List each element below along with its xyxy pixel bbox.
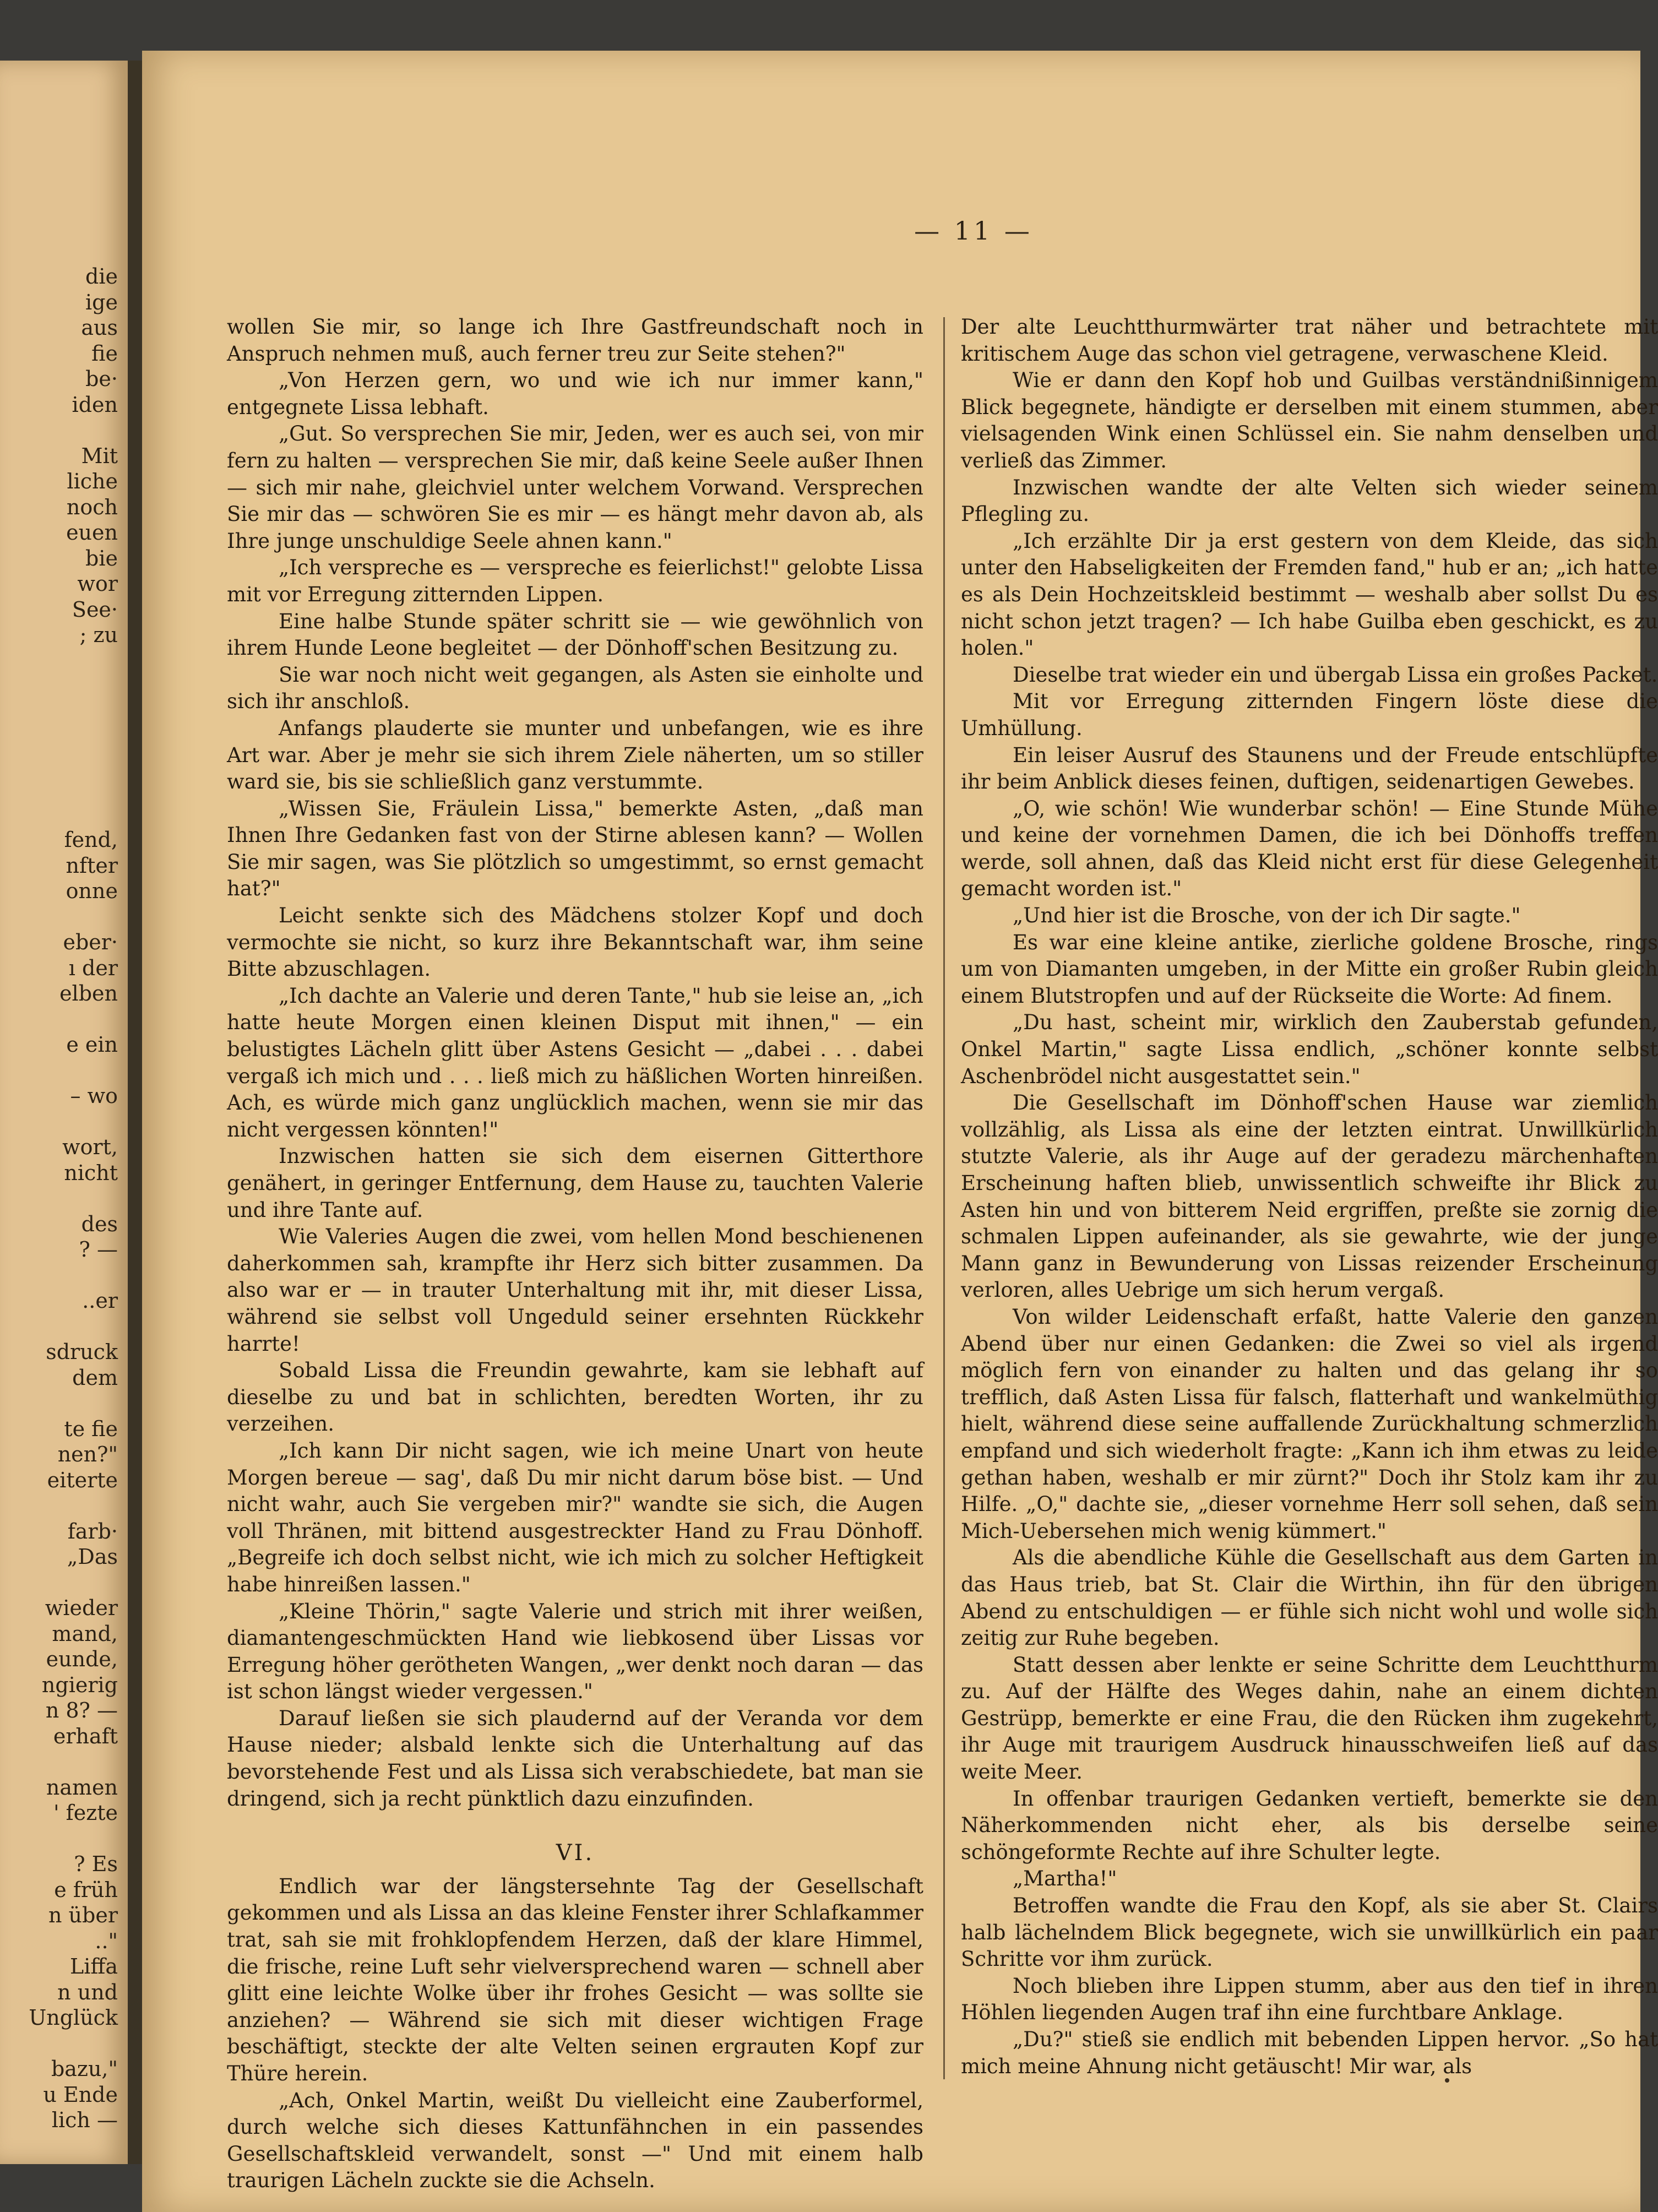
left-page-fragment: n und [57,1980,118,2004]
book-gutter [128,61,142,2164]
left-page-fragment: iden [72,392,118,417]
paragraph: Statt dessen aber lenkte er seine Schritte dem Leuchtthurm zu. Auf der Hälfte des Weges dahin, nahe an einem dichten Gestrüpp, bemerkte er eine Frau, die den Rücken ihm zugekehrt, ihr Auge mit traurigem Ausdruck hinausschweifen ließ auf das weite Meer. [961,1653,1658,1784]
left-page-fragment: e früh [54,1877,118,1902]
paragraph: „Von Herzen gern, wo und wie ich nur immer kann," entgegnete Lissa lebhaft. [227,368,923,419]
left-page-fragment: te fie [64,1416,118,1441]
left-page-fragment: n 8? — [45,1698,118,1722]
left-page-fragment: euen [66,520,118,545]
paragraph: Darauf ließen sie sich plaudernd auf der Veranda vor dem Hause nieder; alsbald lenkte sich die Unterhaltung auf das bevorstehende Fest und als Lissa sich verabschiedete, bat man sie dringend, sich ja recht pünktlich dazu einzufinden. [227,1706,923,1811]
left-page-fragment: eiterte [47,1468,118,1492]
left-page-fragment: fend, [64,828,118,852]
left-page-fragment: aus [81,316,118,340]
paragraph: „Du hast, scheint mir, wirklich den Zauberstab gefunden, Onkel Martin," sagte Lissa endlich, „schöner konnte selbst Aschenbrödel nicht ausgestattet sein." [961,1010,1658,1088]
left-page-fragment: noch [66,494,118,519]
left-page-fragment: ı der [68,955,118,980]
paragraph: „Ich erzählte Dir ja erst gestern von dem Kleide, das sich unter den Habseligkeiten der Fremden fand," hub er an; „ich hatte es als Dein Hochzeitskleid bestimmt — weshalb aber sollst Du es nicht schon jetzt tragen? — Ich habe Guilba eben geschickt, es zu holen." [961,529,1658,660]
left-page-fragment: – wo [70,1084,118,1108]
left-page-fragment: fie [91,341,118,366]
paragraph: Leicht senkte sich des Mädchens stolzer Kopf und doch vermochte sie nicht, so kurz ihre Bekanntschaft war, ihm seine Bitte abzuschlagen. [227,904,923,981]
left-page-fragment: die [85,264,118,289]
left-page-fragment: ige [85,290,118,314]
paragraph: Es war eine kleine antike, zierliche goldene Brosche, rings um von Diamanten umgeben, in der Mitte ein großer Rubin gleich einem Blutstropfen und auf der Rückseite die Worte: Ad finem. [961,930,1658,1008]
paragraph: „Ich verspreche es — verspreche es feierlichst!" gelobte Lissa mit vor Erregung zitternden Lippen. [227,556,923,606]
left-page-fragment: mand, [52,1621,118,1646]
left-page-fragment: dem [72,1365,118,1390]
left-page-fragment: u Ende [43,2082,118,2107]
paragraph: Wie Valeries Augen die zwei, vom hellen Mond beschienenen daherkommen sah, krampfte ihr Herz sich bitter zusammen. Da also war er — in trauter Unterhaltung mit ihr, mit dieser Lissa, während sie selbst voll Ungeduld seiner ersehnten Rückkehr harrte! [227,1225,923,1356]
paragraph: wollen Sie mir, so lange ich Ihre Gastfreundschaft noch in Anspruch nehmen muß, auch ferner treu zur Seite stehen?" [227,315,923,366]
left-page-fragment: Unglück [29,2006,118,2030]
paragraph: Die Gesellschaft im Dönhoff'schen Hause war ziemlich vollzählig, als Lissa als eine der letzten eintrat. Unwillkürlich stutzte Valerie, als ihr Auge auf der geradezu märchenhaften Erscheinung haften blieb, unwissentlich schweifte ihr Blick zu Asten hin und von bitterem Neid ergriffen, preßte sie zornig die schmalen Lippen aufeinander, als sie gewahrte, wie der junge Mann ganz in Bewunderung von Lissas reizender Erscheinung verloren, alles Uebrige um sich herum vergaß. [961,1091,1658,1302]
left-page-fragment: erhaft [53,1724,118,1748]
paragraph: Inzwischen hatten sie sich dem eisernen Gitterthore genähert, in geringer Entfernung, dem Hause zu, tauchten Valerie und ihre Tante auf. [227,1144,923,1222]
paragraph: Endlich war der längstersehnte Tag der Gesellschaft gekommen und als Lissa an das kleine Fenster ihrer Schlafkammer trat, sah sie mit frohklopfendem Herzen, daß der klare Himmel, die frische, reine Luft sehr vielversprechend waren — schnell aber glitt eine leichte Wolke über ihr frohes Gesicht — was sollte sie anziehen? — Während sie sich mit dieser wichtigen Frage beschäftigt, steckte der alte Velten seinen ergrauten Kopf zur Thüre herein. [227,1874,923,2085]
text-column-left [227,314,923,2193]
left-page-fragment: onne [66,879,118,903]
paragraph: „Wissen Sie, Fräulein Lissa," bemerkte Asten, „daß man Ihnen Ihre Gedanken fast von der Stirne ablesen kann? — Wollen Sie mir sagen, was Sie plötzlich so umgestimmt, so ernst gemacht hat?" [227,796,923,901]
left-page-fragment: ? Es [74,1852,118,1876]
left-page-fragment: ' fezte [53,1801,118,1825]
paragraph: Als die abendliche Kühle die Gesellschaft aus dem Garten in das Haus trieb, bat St. Clair die Wirthin, ihn für den übrigen Abend zu entschuldigen — er fühle sich nicht wohl und wolle sich zeitig zur Ruhe begeben. [961,1546,1658,1650]
paragraph: Von wilder Leidenschaft erfaßt, hatte Valerie den ganzen Abend über nur einen Gedanken: die Zwei so viel als irgend möglich fern von einander zu halten und das gelang ihr so trefflich, daß Asten Lissa für falsch, flatterhaft und wankelmüthig hielt, während diese seine auffallende Zurückhaltung schmerzlich empfand und sich wiederholt fragte: „Kann ich ihm etwas zu leide gethan haben, weshalb er mir zürnt?" Doch ihr Stolz kam ihr zu Hilfe. „O," dachte sie, „dieser vornehme Herr soll sehen, daß sein Mich-Uebersehen mich wenig kümmert." [961,1305,1658,1543]
left-page-fragment: ngierig [41,1672,118,1697]
paragraph: „Und hier ist die Brosche, von der ich Dir sagte." [1013,904,1521,928]
left-page-fragment: Mit [81,443,118,468]
paragraph: Mit vor Erregung zitternden Fingern löste diese die Umhüllung. [961,689,1658,740]
paragraph: „Ich dachte an Valerie und deren Tante," hub sie leise an, „ich hatte heute Morgen einen kleinen Disput mit ihnen," — ein belustigtes Lächeln glitt über Astens Gesicht — „dabei . . . dabei vergaß ich mich und . . . ließ mich zu häßlichen Worten hinreißen. Ach, es würde mich ganz unglücklich machen, wenn sie mir das nicht vergessen könnten!" [227,983,923,1142]
paragraph: „Ach, Onkel Martin, weißt Du vielleicht eine Zauberformel, durch welche sich dieses Kattunfähnchen in ein passendes Gesellschaftskleid verwandelt, sonst —" Und mit einem halb traurigen Lächeln zuckte sie die Achseln. [227,2088,923,2193]
paragraph: „Kleine Thörin," sagte Valerie und strich mit ihrer weißen, diamantengeschmückten Hand wie liebkosend über Lissas vor Erregung höher gerötheten Wangen, „wer denkt noch daran — das ist schon längst wieder vergessen." [227,1599,923,1704]
left-page-fragment: eunde, [46,1647,118,1671]
paragraph: Betroffen wandte die Frau den Kopf, als sie aber St. Clairs halb lächelndem Blick begegnete, wich sie unwillkürlich ein paar Schritte vor ihm zurück. [961,1894,1658,1971]
paragraph: Ein leiser Ausruf des Staunens und der Freude entschlüpfte ihr beim Anblick dieses feinen, duftigen, seidenartigen Gewebes. [961,743,1658,794]
left-page-fragment: See· [72,597,118,622]
left-page-edge [0,61,128,2164]
paragraph: Sobald Lissa die Freundin gewahrte, kam sie lebhaft auf dieselbe zu und bat in schlichten, beredten Worten, ihr zu verzeihen. [227,1358,923,1436]
text-column-right [961,314,1658,2101]
paragraph: Eine halbe Stunde später schritt sie — wie gewöhnlich von ihrem Hunde Leone begleitet — der Dönhoff'schen Besitzung zu. [227,609,923,660]
left-page-fragment: e ein [66,1032,118,1057]
left-page-fragment: nfter [66,853,118,878]
left-page-fragment: sdruck [46,1340,118,1364]
paragraph: „Gut. So versprechen Sie mir, Jeden, wer es auch sei, von mir fern zu halten — versprechen Sie mir, daß keine Seele außer Ihnen — sich mir nahe, gleichviel unter welchem Vorwand. Versprechen Sie mir das — schwören Sie es mir — es hängt mehr davon ab, als Ihre junge unschuldige Seele ahnen kann." [227,422,923,553]
left-page-fragment: .." [95,1928,118,1953]
paragraph: Inzwischen wandte der alte Velten sich wieder seinem Pflegling zu. [961,475,1658,526]
left-page-fragment: be· [85,367,118,391]
left-page-fragment: wor [77,572,118,596]
paragraph: Dieselbe trat wieder ein und übergab Lissa ein großes Packet. [1013,662,1658,687]
left-page-fragment: des [81,1211,118,1236]
left-page-fragment: Liffa [69,1954,118,1979]
left-page-fragment: „Das [67,1545,118,1569]
left-page-fragment: eber· [63,930,118,954]
left-page-fragment: ? — [79,1237,118,1262]
paragraph: Der alte Leuchtthurmwärter trat näher und betrachtete mit kritischem Auge das schon viel getragene, verwaschene Kleid. [961,315,1658,366]
left-page-fragment: lich — [51,2108,118,2132]
left-page-fragment: bie [85,546,118,570]
page-number: — 11 — [914,216,1033,246]
paragraph: In offenbar traurigen Gedanken vertieft, bemerkte sie den Näherkommenden nicht eher, als bis derselbe seine schöngeformte Rechte auf ihre Schulter legte. [961,1786,1658,1864]
paragraph: Wie er dann den Kopf hob und Guilbas verständnißinnigem Blick begegnete, händigte er derselben mit einem stummen, aber vielsagenden Wink einen Schlüssel ein. Sie nahm denselben und verließ das Zimmer. [961,368,1658,472]
column-divider [943,317,945,2079]
left-page-fragment: elben [59,981,118,1006]
left-page-fragment: farb· [67,1519,118,1543]
paragraph: „O, wie schön! Wie wunderbar schön! — Eine Stunde Mühe und keine der vornehmen Damen, die ich bei Dönhoffs treffen werde, soll ahnen, daß das Kleid nicht erst für diese Gelegenheit gemacht worden ist." [961,796,1658,901]
paragraph: Anfangs plauderte sie munter und unbefangen, wie es ihre Art war. Aber je mehr sie sich ihrem Ziele näherten, um so stiller ward sie, bis sie schließlich ganz verstummte. [227,716,923,794]
left-page-fragment: nen?" [57,1442,118,1466]
paragraph: Sie war noch nicht weit gegangen, als Asten sie einholte und sich ihr anschloß. [227,662,923,714]
page [142,51,1658,2212]
left-page-fragment: liche [67,469,118,493]
paragraph: „Du?" stieß sie endlich mit bebenden Lippen hervor. „So hat mich meine Ahnung nicht getäuscht! Mir war, als [961,2028,1658,2078]
left-page-fragment: ; zu [79,623,118,647]
paragraph: „Martha!" [1013,1867,1117,1891]
paragraph: Noch blieben ihre Lippen stumm, aber aus den tief in ihren Höhlen liegenden Augen traf ihn eine furchtbare Anklage. [961,1974,1658,2025]
left-page-fragment: ..er [82,1289,118,1313]
paragraph: „Ich kann Dir nicht sagen, wie ich meine Unart von heute Morgen bereue — sag', daß Du mir nicht darum böse bist. — Und nicht wahr, auch Sie vergeben mir?" wandte sie sich, die Augen voll Thränen, mit bittend ausgestreckter Hand zu Frau Dönhoff. „Begreife ich doch selbst nicht, wie ich mich zu solcher Heftigkeit habe hinreißen lassen." [227,1438,923,1596]
left-page-fragment: nicht [64,1160,118,1185]
chapter-heading: VI. [556,1840,595,1866]
left-page-fragment: wort, [62,1135,118,1159]
left-page-fragment: bazu," [51,2057,118,2081]
paper-speck [1445,2078,1449,2083]
left-page-fragment: n über [48,1903,118,1927]
left-page-fragment: wieder [45,1596,118,1620]
left-page-fragment: namen [46,1775,118,1800]
